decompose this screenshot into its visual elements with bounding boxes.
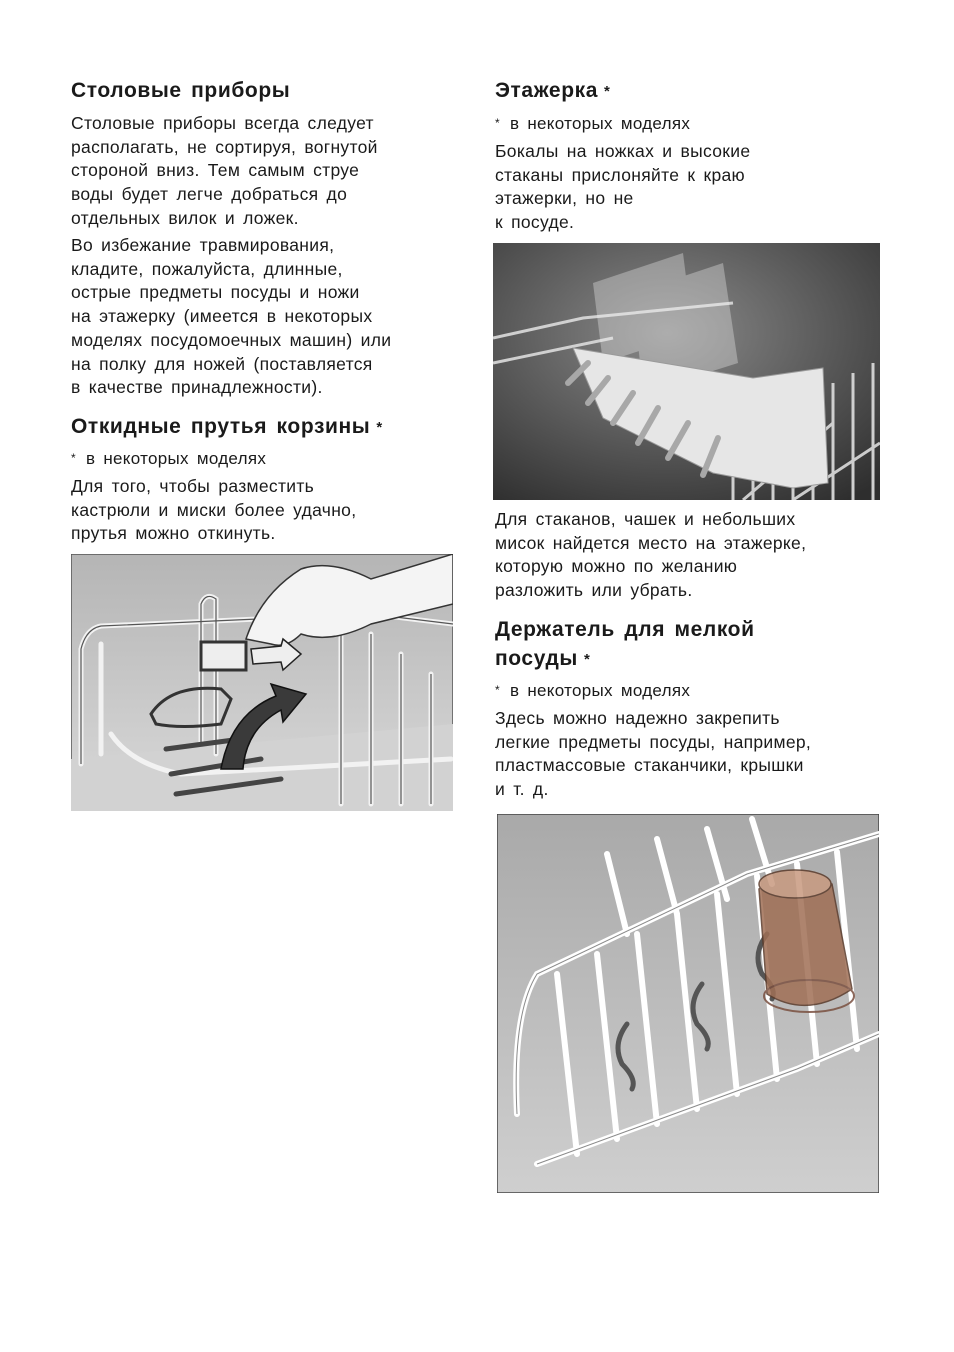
fold-tines-note [71, 447, 266, 471]
fold-tines-note-text: в некоторых моделях [85, 449, 267, 468]
shelf-paragraph-1: Бокалы на ножках и высокие стаканы прислоняйте к краю этажерки, но не к посуде. [495, 141, 751, 233]
small-holder-illustration [497, 814, 879, 1193]
small-holder-note [495, 679, 690, 703]
fold-tines-illustration [71, 554, 453, 811]
cutlery-paragraph-2: Во избежание травмирования, кладите, пожалуйста, длинные, острые предметы посуды и ножи на этажерку (имеется в некоторых моделях посудомоечных машин) или на полку для ножей (поставляется в качестве принадлежности). [71, 235, 392, 398]
asterisk-icon: * [71, 451, 76, 465]
asterisk-icon: * [495, 116, 500, 130]
cutlery-heading: Столовые приборы [71, 79, 291, 102]
asterisk-icon: * [376, 419, 383, 436]
asterisk-icon: * [495, 683, 500, 697]
shelf-note-text: в некоторых моделях [509, 114, 691, 133]
fold-tines-heading-text: Откидные прутья корзины [71, 415, 371, 438]
shelf-paragraph-2: Для стаканов, чашек и небольших мисок найдется место на этажерке, которую можно по желанию разложить или убрать. [495, 509, 807, 601]
small-holder-heading-text: Держатель для мелкой посуды [495, 618, 755, 670]
asterisk-icon: * [604, 83, 611, 100]
shelf-heading-text: Этажерка [495, 79, 599, 102]
small-holder-heading [495, 615, 755, 674]
cutlery-paragraph-1: Столовые приборы всегда следует располагать, не сортируя, вогнутой стороной вниз. Тем самым струе воды будет легче добраться до отдельных вилок и ложек. [71, 113, 378, 228]
shelf-note [495, 112, 690, 136]
shelf-heading [495, 76, 610, 106]
fold-tines-paragraph: Для того, чтобы разместить кастрюли и миски более удачно, прутья можно откинуть. [71, 476, 357, 544]
small-holder-paragraph: Здесь можно надежно закрепить легкие предметы посуды, например, пластмассовые стаканчики, крышки и т. д. [495, 708, 812, 800]
fold-tines-heading [71, 412, 383, 442]
small-holder-note-text: в некоторых моделях [509, 681, 691, 700]
shelf-illustration [493, 243, 880, 500]
asterisk-icon: * [583, 651, 591, 668]
